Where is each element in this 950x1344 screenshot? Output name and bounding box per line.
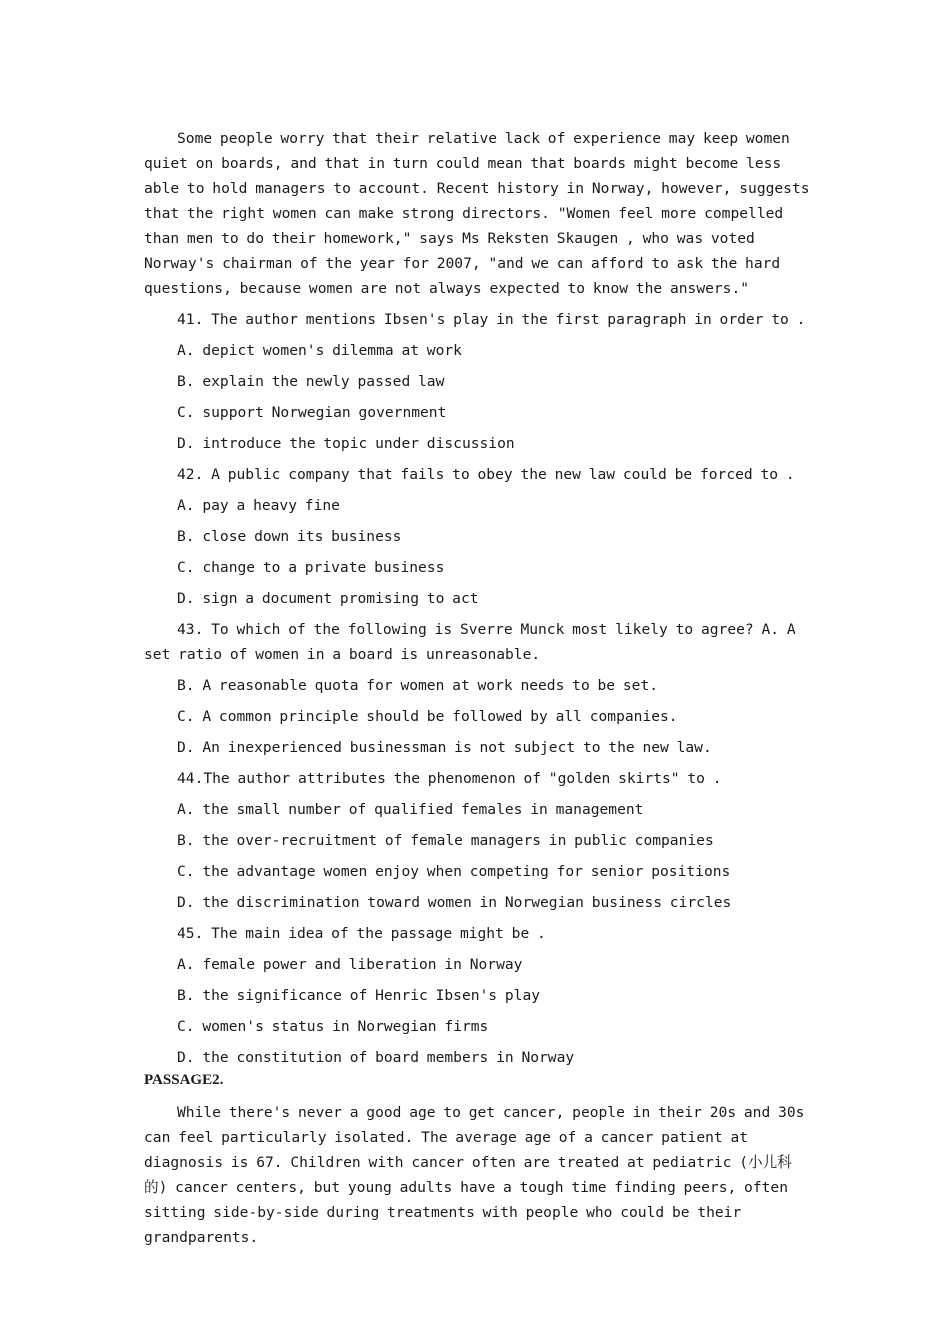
question-42 bbox=[144, 462, 814, 611]
question-43 bbox=[144, 617, 814, 760]
question-stem: 45. The main idea of the passage might be . bbox=[177, 925, 546, 942]
question-44 bbox=[144, 766, 814, 915]
option-d: D. An inexperienced businessman is not subject to the new law. bbox=[177, 739, 712, 756]
question-stem: 42. A public company that fails to obey the new law could be forced to . bbox=[177, 466, 795, 483]
option-d: D. introduce the topic under discussion bbox=[177, 435, 515, 452]
option-d: D. the discrimination toward women in Norwegian business circles bbox=[177, 894, 732, 911]
question-stem: 41. The author mentions Ibsen's play in the first paragraph in order to . bbox=[177, 311, 806, 328]
option-d: D. sign a document promising to act bbox=[177, 590, 479, 607]
question-45 bbox=[144, 921, 814, 1070]
option-a: A. depict women's dilemma at work bbox=[177, 342, 462, 359]
option-a: A. the small number of qualified females in management bbox=[177, 801, 644, 818]
option-b: B. the significance of Henric Ibsen's play bbox=[177, 987, 541, 1004]
question-41 bbox=[144, 307, 814, 456]
option-c: C. change to a private business bbox=[177, 559, 445, 576]
option-c: C. support Norwegian government bbox=[177, 404, 447, 421]
intro-paragraph: Some people worry that their relative lack of experience may keep women quiet on boards, and that in turn could mean that boards might become less able to hold managers to account. Recent history in Norway, however, suggests that the right women can make strong directors. "Women feel more compelled than men to do their homework," says Ms Reksten Skaugen , who was voted Norway's chairman of the year for 2007, "and we can afford to ask the hard questions, because women are not always expected to know the answers." bbox=[144, 130, 810, 297]
document-page bbox=[144, 126, 814, 1250]
question-stem: 44.The author attributes the phenomenon of "golden skirts" to . bbox=[177, 770, 722, 787]
option-c: C. A common principle should be followed by all companies. bbox=[177, 708, 678, 725]
option-b: B. the over-recruitment of female managers in public companies bbox=[177, 832, 714, 849]
option-b: B. close down its business bbox=[177, 528, 402, 545]
question-stem: 43. To which of the following is Sverre Munck most likely to agree? A. A set ratio of women in a board is unreasonable. bbox=[144, 621, 796, 663]
passage-2-title: PASSAGE2. bbox=[144, 1072, 224, 1088]
option-c: C. women's status in Norwegian firms bbox=[177, 1018, 489, 1035]
option-d: D. the constitution of board members in Norway bbox=[177, 1049, 575, 1066]
option-a: A. pay a heavy fine bbox=[177, 497, 340, 514]
option-b: B. A reasonable quota for women at work needs to be set. bbox=[177, 677, 659, 694]
option-c: C. the advantage women enjoy when competing for senior positions bbox=[177, 863, 731, 880]
option-b: B. explain the newly passed law bbox=[177, 373, 445, 390]
passage-2-paragraph: While there's never a good age to get cancer, people in their 20s and 30s can feel particularly isolated. The average age of a cancer patient at diagnosis is 67. Children with cancer often are treated at pediatric (小儿科的) cancer centers, but young adults have a tough time finding peers, often sitting side-by-side during treatments with people who could be their grandparents. bbox=[144, 1104, 805, 1246]
option-a: A. female power and liberation in Norway bbox=[177, 956, 523, 973]
